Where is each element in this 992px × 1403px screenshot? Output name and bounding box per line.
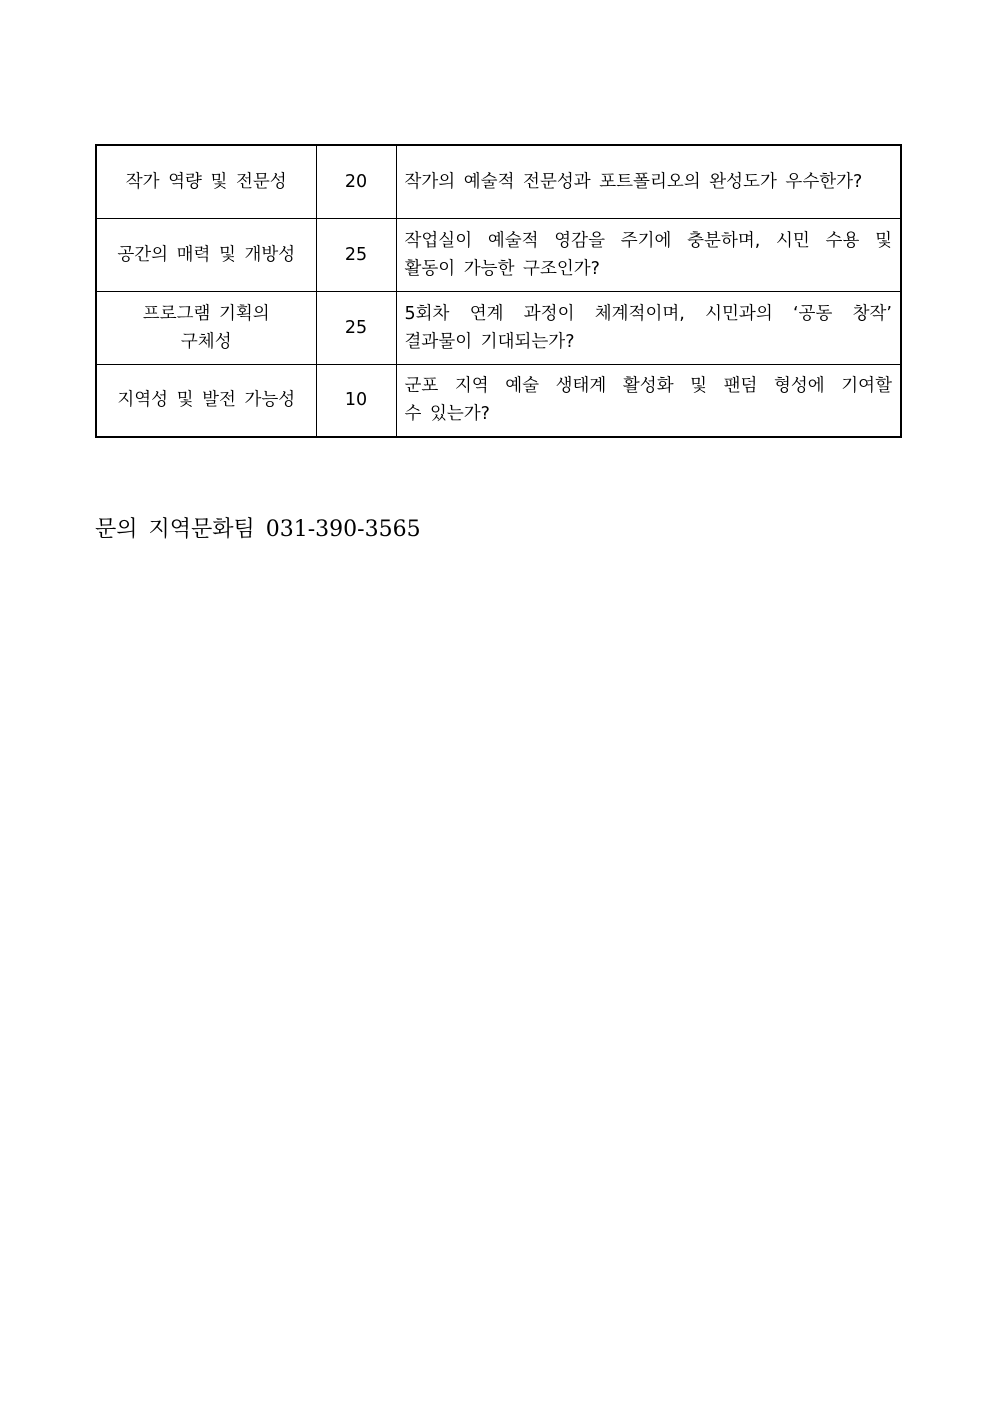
criteria-description-line: 5회차 연계 과정이 체계적이며, 시민과의 ‘공동 창작’ [404,303,892,324]
criteria-description-line: 작업실이 예술적 영감을 주기에 충분하며, 시민 수용 및 [404,230,892,251]
criteria-description-line: 군포 지역 예술 생태계 활성화 및 팬덤 형성에 기여할 [404,376,892,397]
evaluation-criteria-table [95,144,902,438]
criteria-score-cell: 25 [316,291,396,364]
contact-info: 문의 지역문화팀 031-390-3565 [95,517,421,542]
criteria-description-line: 작가의 예술적 전문성과 포트폴리오의 완성도가 우수한가? [404,171,863,192]
criteria-score-cell: 10 [316,364,396,437]
table-row [96,291,901,364]
criteria-score-cell: 20 [316,145,396,218]
criteria-description-line: 결과물이 기대되는가? [404,331,575,352]
criteria-item-label: 작가 역량 및 전문성 [125,171,287,192]
criteria-item-label: 공간의 매력 및 개방성 [117,244,296,265]
criteria-description-line: 수 있는가? [404,404,490,425]
criteria-item-cell [96,291,316,364]
criteria-item-cell [96,145,316,218]
criteria-item-label: 구체성 [180,331,232,352]
criteria-description-cell [396,145,901,218]
criteria-item-label: 프로그램 기획의 [142,303,270,324]
criteria-item-cell [96,364,316,437]
criteria-description-cell [396,218,901,291]
criteria-description-cell [396,291,901,364]
criteria-description-cell [396,364,901,437]
table-row [96,145,901,218]
criteria-description-line: 활동이 가능한 구조인가? [404,258,600,279]
criteria-item-label: 지역성 및 발전 가능성 [117,390,296,411]
criteria-item-cell [96,218,316,291]
criteria-score-cell: 25 [316,218,396,291]
table-row [96,364,901,437]
table-row [96,218,901,291]
